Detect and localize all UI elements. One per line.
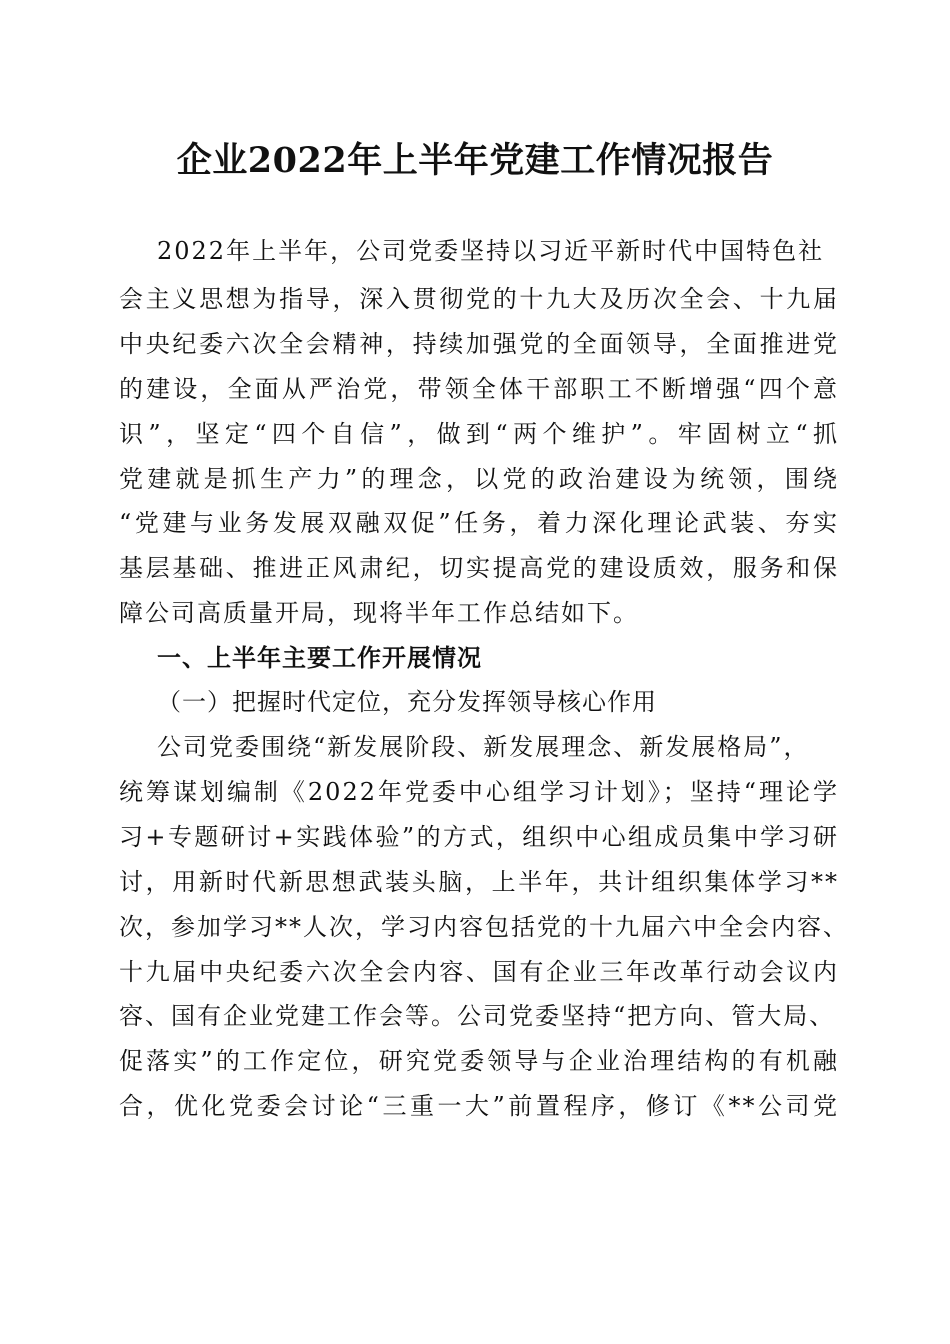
paragraph-line: 的建设，全面从严治党，带领全体干部职工不断增强“四个意: [119, 375, 839, 403]
paragraph-line: 会主义思想为指导，深入贯彻党的十九大及历次全会、十九届: [119, 285, 839, 313]
paragraph-line: 2022年上半年，公司党委坚持以习近平新时代中国特色社: [157, 237, 825, 265]
paragraph-line: 公司党委围绕“新发展阶段、新发展理念、新发展格局”，: [157, 733, 810, 761]
document-title: 企业2022年上半年党建工作情况报告: [176, 140, 774, 181]
paragraph-line: 讨，用新时代新思想武装头脑，上半年，共计组织集体学习**: [119, 868, 839, 896]
paragraph-line: 合，优化党委会讨论“三重一大”前置程序，修订《**公司党: [119, 1092, 839, 1120]
paragraph-line: 容、国有企业党建工作会等。公司党委坚持“把方向、管大局、: [119, 1002, 836, 1030]
paragraph-line: “党建与业务发展双融双促”任务，着力深化理论武装、夯实: [119, 509, 839, 537]
paragraph-line: 习+专题研讨+实践体验”的方式，组织中心组成员集中学习研: [119, 823, 839, 851]
paragraph-line: 基层基础、推进正风肃纪，切实提高党的建设质效，服务和保: [119, 554, 839, 582]
subsection-heading: （一）把握时代定位，充分发挥领导核心作用: [157, 688, 657, 716]
paragraph-line: 统筹谋划编制《2022年党委中心组学习计划》；坚持“理论学: [119, 778, 839, 806]
paragraph-line: 促落实”的工作定位，研究党委领导与企业治理结构的有机融: [119, 1047, 839, 1075]
section-heading: 一、上半年主要工作开展情况: [157, 643, 482, 672]
paragraph-line: 党建就是抓生产力”的理念，以党的政治建设为统领，围绕: [119, 465, 839, 493]
paragraph-line: 次，参加学习**人次，学习内容包括党的十九届六中全会内容、: [119, 913, 849, 941]
paragraph-line: 障公司高质量开局，现将半年工作总结如下。: [119, 599, 639, 627]
paragraph-line: 十九届中央纪委六次全会内容、国有企业三年改革行动会议内: [119, 958, 839, 986]
paragraph-line: 识”，坚定“四个自信”，做到“两个维护”。牢固树立“抓: [119, 420, 839, 448]
paragraph-line: 中央纪委六次全会精神，持续加强党的全面领导，全面推进党: [119, 330, 839, 358]
